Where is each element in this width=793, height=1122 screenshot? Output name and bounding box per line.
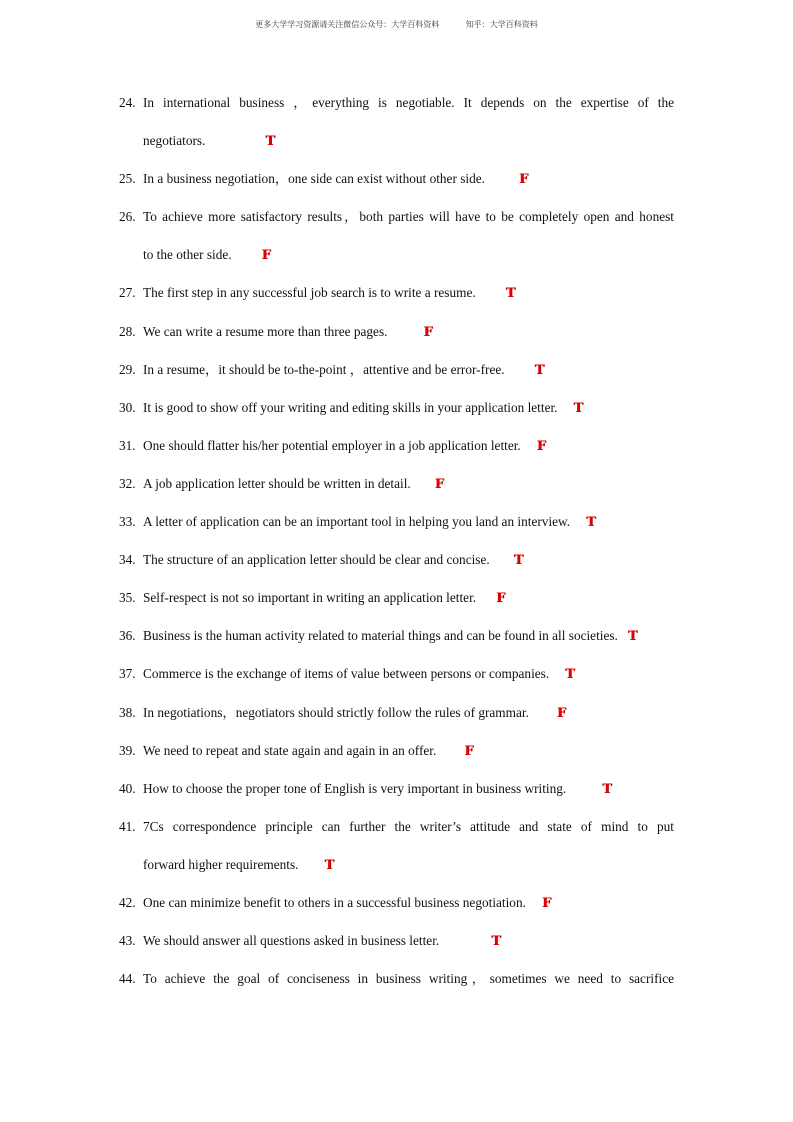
question-item xyxy=(119,465,674,503)
question-number: 25. xyxy=(119,171,136,187)
answer-mark: F xyxy=(261,248,271,264)
question-number: 26. xyxy=(119,209,136,225)
question-text xyxy=(143,160,674,199)
question-item xyxy=(119,351,674,389)
question-text-content: Self-respect is not so important in writing an application letter. xyxy=(143,590,477,606)
question-line xyxy=(119,198,674,236)
question-text-content: to the other side. xyxy=(143,247,232,263)
question-text xyxy=(143,541,674,580)
question-text xyxy=(143,884,674,923)
answer-mark: T xyxy=(534,362,545,378)
question-item xyxy=(119,84,674,160)
question-number: 29. xyxy=(119,361,136,377)
answer-mark: F xyxy=(518,172,529,188)
question-item xyxy=(119,617,674,655)
question-item xyxy=(119,389,674,427)
question-item xyxy=(119,160,674,198)
answer-mark: T xyxy=(265,134,276,150)
question-text xyxy=(143,274,674,313)
question-text-content: In a resume，it should be to-the-point ，attentive and be error-free. xyxy=(143,361,505,377)
question-line xyxy=(119,389,674,427)
question-text-content: A letter of application can be an important tool in helping you land an interview. xyxy=(143,514,571,530)
answer-mark: T xyxy=(573,400,584,416)
question-number: 44. xyxy=(119,971,136,987)
question-item xyxy=(119,427,674,465)
question-item xyxy=(119,503,674,541)
question-text: To achieve the goal of conciseness in business writing，sometimes we need to sacrifice xyxy=(143,971,674,987)
question-line xyxy=(119,960,674,998)
answer-mark: T xyxy=(505,286,516,302)
question-line xyxy=(119,808,674,846)
question-line xyxy=(119,579,674,617)
question-text xyxy=(143,427,674,466)
question-number: 38. xyxy=(119,704,136,720)
question-text xyxy=(143,770,674,809)
question-item xyxy=(119,313,674,351)
question-item xyxy=(119,960,674,998)
question-line xyxy=(119,351,674,389)
question-line xyxy=(119,313,674,351)
answer-mark: F xyxy=(423,324,433,340)
answer-mark: T xyxy=(627,629,638,645)
question-text xyxy=(143,655,674,694)
question-text-content: Commerce is the exchange of items of value between persons or companies. xyxy=(143,666,550,682)
question-text xyxy=(143,236,674,275)
header-zhihu-note: 知乎：大学百科资料 xyxy=(465,20,538,29)
question-text: 7Cs correspondence principle can further the writer’s attitude and state of mind to put xyxy=(143,818,674,834)
question-number: 30. xyxy=(119,399,136,415)
question-text-content: We can write a resume more than three pages. xyxy=(143,323,388,339)
page-header xyxy=(0,19,793,30)
question-text xyxy=(143,846,674,885)
question-number: 33. xyxy=(119,514,136,530)
question-text xyxy=(143,922,674,961)
question-line xyxy=(119,655,674,693)
question-text: To achieve more satisfactory results，both parties will have to be completely open and honest xyxy=(143,209,674,225)
answer-mark: F xyxy=(556,705,567,721)
question-text xyxy=(143,694,674,733)
question-line xyxy=(119,122,674,160)
question-item xyxy=(119,579,674,617)
question-line xyxy=(119,846,674,884)
question-item xyxy=(119,274,674,312)
question-line xyxy=(119,770,674,808)
question-line xyxy=(119,694,674,732)
question-line xyxy=(119,427,674,465)
question-text-content: It is good to show off your writing and editing skills in your application letter. xyxy=(143,399,558,415)
question-text xyxy=(143,503,674,542)
question-text-content: We should answer all questions asked in business letter. xyxy=(143,933,440,949)
question-text-content: One can minimize benefit to others in a successful business negotiation. xyxy=(143,894,526,910)
question-text-content: negotiators. xyxy=(143,133,206,149)
question-line xyxy=(119,84,674,122)
question-text xyxy=(143,732,674,771)
question-text-content: The structure of an application letter should be clear and concise. xyxy=(143,552,490,568)
question-item xyxy=(119,198,674,274)
answer-mark: T xyxy=(491,934,501,950)
answer-mark: T xyxy=(324,857,335,873)
question-line xyxy=(119,274,674,312)
question-line xyxy=(119,922,674,960)
question-text xyxy=(143,465,674,504)
question-item xyxy=(119,732,674,770)
header-wechat-note: 更多大学学习资源请关注微信公众号：大学百科资料 xyxy=(255,20,440,29)
question-text-content: One should flatter his/her potential employer in a job application letter. xyxy=(143,437,521,453)
question-number: 40. xyxy=(119,780,136,796)
question-number: 28. xyxy=(119,323,136,339)
question-number: 27. xyxy=(119,285,136,301)
question-line xyxy=(119,503,674,541)
question-line xyxy=(119,732,674,770)
question-text-content: How to choose the proper tone of English is very important in business writing. xyxy=(143,780,567,796)
question-item xyxy=(119,655,674,693)
answer-mark: F xyxy=(496,591,506,607)
question-text-content: The first step in any successful job search is to write a resume. xyxy=(143,285,476,301)
question-number: 35. xyxy=(119,590,136,606)
question-text-content: In negotiations，negotiators should strictly follow the rules of grammar. xyxy=(143,704,529,720)
question-text-content: We need to repeat and state again and again in an offer. xyxy=(143,742,437,758)
question-number: 36. xyxy=(119,628,136,644)
question-line xyxy=(119,541,674,579)
answer-mark: F xyxy=(464,743,474,759)
question-number: 42. xyxy=(119,894,136,910)
question-line xyxy=(119,884,674,922)
question-number: 43. xyxy=(119,933,136,949)
question-text xyxy=(143,579,674,618)
question-text xyxy=(143,389,674,428)
question-number: 41. xyxy=(119,818,136,834)
question-line xyxy=(119,236,674,274)
question-line xyxy=(119,617,674,655)
question-line xyxy=(119,160,674,198)
answer-mark: T xyxy=(586,515,596,531)
question-number: 31. xyxy=(119,437,136,453)
question-text xyxy=(143,122,674,161)
answer-mark: F xyxy=(536,438,546,454)
question-item xyxy=(119,922,674,960)
question-text-content: forward higher requirements. xyxy=(143,856,299,872)
question-line xyxy=(119,465,674,503)
question-text-content: A job application letter should be written in detail. xyxy=(143,475,411,491)
question-list xyxy=(119,84,674,998)
question-text xyxy=(143,313,674,352)
question-item xyxy=(119,808,674,884)
question-number: 32. xyxy=(119,475,136,491)
question-number: 37. xyxy=(119,666,136,682)
question-text-content: In a business negotiation，one side can exist without other side. xyxy=(143,171,485,187)
question-item xyxy=(119,541,674,579)
question-text-content: Business is the human activity related to material things and can be found in all societies. xyxy=(143,628,618,644)
answer-mark: T xyxy=(602,781,612,797)
question-number: 34. xyxy=(119,552,136,568)
question-item xyxy=(119,694,674,732)
answer-mark: T xyxy=(513,553,524,569)
question-text xyxy=(143,617,674,656)
answer-mark: F xyxy=(541,895,552,911)
question-text xyxy=(143,351,674,390)
question-item xyxy=(119,884,674,922)
question-text: In international business ，everything is negotiable. It depends on the expertise of the xyxy=(143,95,674,110)
question-item xyxy=(119,770,674,808)
answer-mark: T xyxy=(565,667,575,683)
question-number: 39. xyxy=(119,742,136,758)
answer-mark: F xyxy=(434,476,444,492)
question-number: 24. xyxy=(119,95,136,110)
